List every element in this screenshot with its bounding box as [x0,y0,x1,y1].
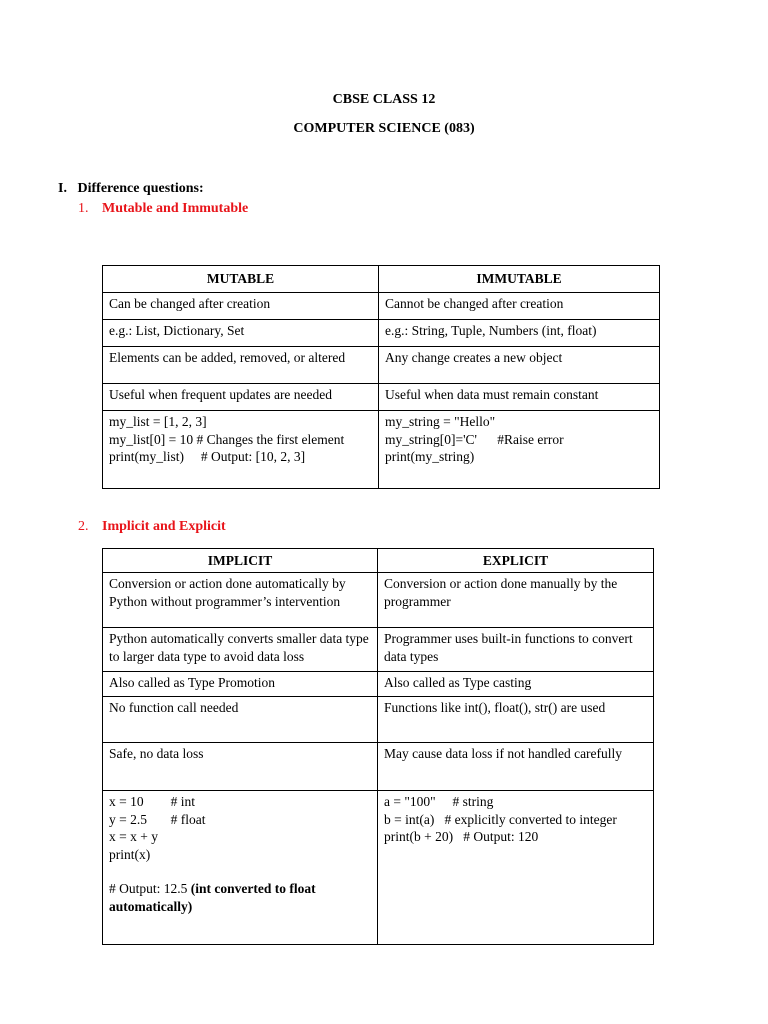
header-implicit: IMPLICIT [103,549,378,573]
table-cell: Any change creates a new object [379,347,660,384]
code-line: x = x + y [109,829,158,844]
section-heading [58,181,204,197]
page-title-subject: COMPUTER SCIENCE (083) [293,121,475,136]
header-explicit: EXPLICIT [378,549,654,573]
page-title-class: CBSE CLASS 12 [332,92,436,107]
topic2-title: Implicit and Explicit [102,519,226,534]
code-output-prefix: # Output: 12.5 [109,881,191,896]
table-row [103,573,654,628]
code-example-mutable [103,411,379,489]
table-row [103,320,660,347]
code-example-explicit [378,791,654,945]
table-row [103,384,660,411]
code-line: x = 10 # int [109,794,195,809]
table-cell: No function call needed [103,697,378,743]
table-row [103,628,654,672]
topic1-title: Mutable and Immutable [102,201,249,216]
section-title: Difference questions: [77,181,204,196]
code-line: b = int(a) # explicitly converted to integer [384,811,617,827]
code-line: print(b + 20) # Output: 120 [384,829,539,844]
table-cell: Conversion or action done automatically by Python without programmer’s intervention [103,573,378,628]
code-line: print(my_string) [385,449,475,464]
implicit-explicit-table [102,548,654,945]
topic2-number: 2. [78,519,89,534]
code-output-note: (int converted to float automatically) [109,881,316,914]
code-output-line [109,880,371,915]
mutable-immutable-table [102,265,660,489]
code-line: my_list = [1, 2, 3] [109,414,207,429]
code-example-implicit [103,791,378,945]
table-cell: Also called as Type Promotion [103,672,378,697]
table-cell: Also called as Type casting [378,672,654,697]
table-row [103,293,660,320]
table-header-row [103,266,660,293]
table-cell: May cause data loss if not handled carefully [378,743,654,791]
table-row [103,697,654,743]
code-line: print(x) [109,846,151,862]
topic1-number: 1. [78,201,89,216]
code-example-immutable [379,411,660,489]
table-cell: Python automatically converts smaller data type to larger data type to avoid data loss [103,628,378,672]
code-line: print(my_list) # Output: [10, 2, 3] [109,449,306,464]
table-cell: Programmer uses built-in functions to convert data types [378,628,654,672]
section-number: I. [58,181,67,196]
table-cell: Elements can be added, removed, or altered [103,347,379,384]
table-row [103,347,660,384]
table-cell: Cannot be changed after creation [379,293,660,320]
blank-line [109,863,371,880]
header-immutable: IMMUTABLE [379,266,660,293]
code-line: my_string[0]='C' #Raise error [385,431,564,447]
table-row-code [103,791,654,945]
table-cell: e.g.: String, Tuple, Numbers (int, float) [379,320,660,347]
code-line: my_list[0] = 10 # Changes the first element [109,431,345,447]
code-line: a = "100" # string [384,794,494,809]
table-header-row [103,549,654,573]
table-cell: e.g.: List, Dictionary, Set [103,320,379,347]
code-line: y = 2.5 # float [109,811,206,827]
table-cell: Can be changed after creation [103,293,379,320]
table-cell: Useful when data must remain constant [379,384,660,411]
table-cell: Functions like int(), float(), str() are used [378,697,654,743]
table-cell: Useful when frequent updates are needed [103,384,379,411]
code-line: my_string = "Hello" [385,414,496,429]
table-cell: Conversion or action done manually by the programmer [378,573,654,628]
table-row [103,743,654,791]
table-cell: Safe, no data loss [103,743,378,791]
header-mutable: MUTABLE [103,266,379,293]
table-row-code [103,411,660,489]
table-row [103,672,654,697]
